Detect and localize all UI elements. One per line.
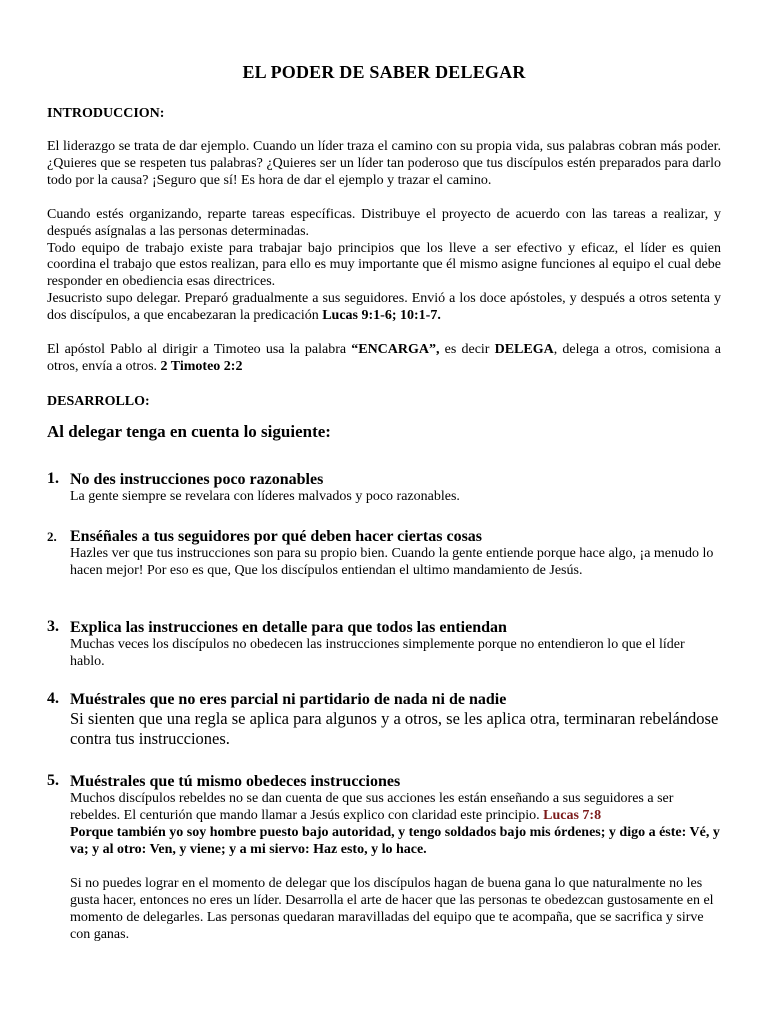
list-item-body: Hazles ver que tus instrucciones son para su propio bien. Cuando la gente entiende porque hace algo, ¡a menudo lo hacen mejor! Por eso es que, Que los discípulos entiendan el ultimo mandamiento de Jesús. [70, 545, 714, 578]
intro-paragraph-5-text-c: , delega a otros, comisiona a otros, envía a otros. [47, 342, 721, 374]
list-item-body [70, 791, 721, 825]
intro-paragraph-5-text-b: es decir [439, 342, 495, 358]
list-item-5 [47, 772, 721, 943]
list-item-3 [47, 618, 721, 671]
scripture-ref-lucas-7: Lucas 7:8 [543, 808, 602, 824]
word-encarga: “ENCARGA”, [351, 342, 440, 358]
list-item-1 [47, 470, 721, 506]
list-item-title: Explica las instrucciones en detalle para que todos las entiendan [70, 618, 507, 636]
intro-paragraph-5 [47, 342, 721, 376]
list-item-title: Enséñales a tus seguidores por qué deben hacer ciertas cosas [70, 527, 483, 545]
list-number: 1. [47, 469, 59, 487]
document-page [47, 60, 721, 944]
list-number: 3. [47, 617, 59, 635]
intro-heading: INTRODUCCION: [47, 106, 165, 121]
intro-paragraph-2: Cuando estés organizando, reparte tareas específicas. Distribuye el proyecto de acuerdo con las tareas a realizar, y después asígnalas a las personas determinadas. [47, 206, 721, 239]
scripture-quote [70, 825, 721, 859]
list-item-2 [47, 527, 721, 580]
intro-paragraph-3: Todo equipo de trabajo existe para trabajar bajo principios que los lleve a ser efectivo y eficaz, el líder es quien coordina el trabajo que estos realizan, para ello es muy importante que él mismo asigne funciones al equipo el cual debe responder en obediencia esas directrices. [47, 240, 721, 290]
list-item-title: Muéstrales que no eres parcial ni partidario de nada ni de nadie [70, 691, 507, 709]
word-delega: DELEGA [494, 342, 554, 358]
desarrollo-heading: DESARROLLO: [47, 393, 150, 409]
closing-paragraph: Si no puedes lograr en el momento de delegar que los discípulos hagan de buena gana lo que naturalmente no les gusta hacer, entonces no eres un líder. Desarrolla el arte de hacer que las personas te obedezcan gustosamente en el momento de delegarles. Las personas quedaran maravilladas del equipo que te acompaña, que se sacrifica y sirve con ganas. [70, 876, 714, 942]
intro-paragraph-5-text-a: El apóstol Pablo al dirigir a Timoteo usa la palabra [47, 342, 352, 358]
scripture-quote-text: Porque también yo soy hombre puesto bajo autoridad, y tengo soldados bajo mis órdenes; y digo a éste: Vé, y va; y al otro: Ven, y viene; y a mi siervo: Haz esto, y lo hace. [70, 825, 720, 858]
document-title: EL PODER DE SABER DELEGAR [242, 62, 526, 82]
list-item-body: Si sienten que una regla se aplica para algunos y a otros, se les aplica otra, terminaran rebelándose contra tus instrucciones. [70, 709, 719, 749]
scripture-ref-lucas-9: Lucas 9:1-6; 10:1-7. [322, 308, 441, 324]
lead-statement: Al delegar tenga en cuenta lo siguiente: [47, 421, 331, 441]
list-number: 4. [47, 690, 59, 708]
list-item-title: Muéstrales que tú mismo obedeces instrucciones [70, 773, 401, 791]
list-item-4 [47, 690, 721, 749]
list-number: 2. [47, 528, 57, 544]
scripture-ref-timoteo: 2 Timoteo 2:2 [160, 358, 243, 374]
intro-paragraph-4-text: Jesucristo supo delegar. Preparó gradualmente a sus seguidores. Envió a los doce apóstoles, y después a otros setenta y dos discípulos, a que encabezaran la predicación [47, 291, 721, 324]
list-item-body: La gente siempre se revelara con líderes malvados y poco razonables. [70, 488, 460, 504]
list-item-body-text: Muchos discípulos rebeldes no se dan cuenta de que sus acciones les están enseñando a sus seguidores a ser rebeldes. El centurión que mando llamar a Jesús explico con claridad este principio. [70, 791, 674, 824]
intro-paragraph-1: El liderazgo se trata de dar ejemplo. Cuando un líder traza el camino con su propia vida, sus palabras cobran más poder. ¿Quieres que se respeten tus palabras? ¿Quieres ser un líder tan poderoso que tus discípulos estén preparados para darlo todo por la causa? ¡Seguro que sí! Es hora de dar el ejemplo y trazar el camino. [47, 139, 721, 188]
list-item-body: Muchas veces los discípulos no obedecen las instrucciones simplemente porque no entendieron lo que el líder hablo. [70, 636, 685, 669]
list-item-title: No des instrucciones poco razonables [70, 470, 324, 488]
list-number: 5. [47, 772, 59, 790]
intro-paragraph-4 [47, 291, 721, 325]
